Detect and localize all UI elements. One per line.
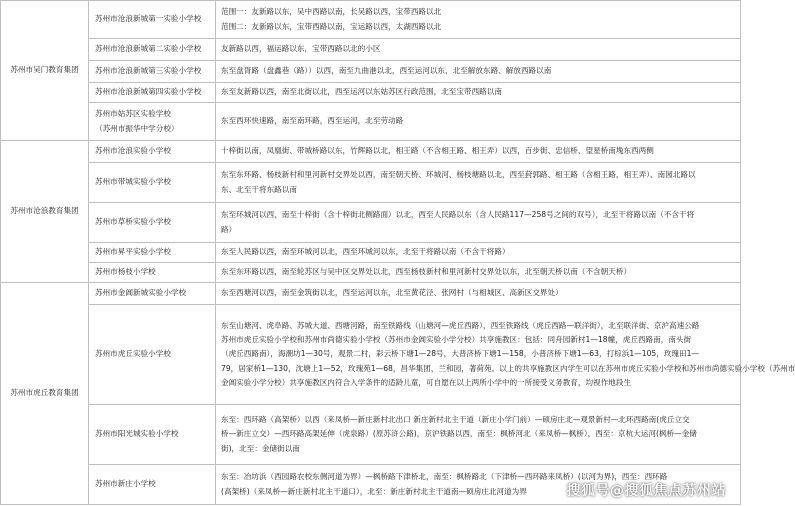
range-line: 东至环城河以西，南至十梓街（含十梓街北侧路面）以北，西至人民路以东（含人民路117—258号之间的双号），北至干将路以南（不含干将: [221, 210, 695, 220]
school-cell: 苏州市虎丘实验小学校: [89, 305, 216, 405]
table-row: [1, 103, 741, 141]
table-row: [1, 243, 741, 263]
school-cell: 苏州市沧浪新城第二实验小学校: [89, 39, 216, 61]
school-name-line: （苏州市振华中学分校）: [95, 123, 179, 133]
range-line: 东至：冶坊浜（西园路农校东侧河道为界）—枫桥路下津桥北，南至：枫桥路北（下津桥—西环路来凤桥）(以河为界)，西至：西环路: [221, 472, 668, 482]
table-row: [1, 283, 741, 305]
range-cell: [216, 305, 795, 405]
group-cell-huqiu: 苏州市虎丘教育集团: [1, 283, 89, 505]
range-line: 范围一：友新路以东，吴中西路以南，长吴路以西，宝带西路以北: [221, 7, 442, 17]
range-line: 苏州市虎丘实验小学校和苏州市尚德实验小学校（苏州市金阊实验小学分校）共享施教区：包括：同舟园新村1—18幢，虎丘西路南，南头街: [221, 335, 692, 345]
school-cell: 苏州市昇平实验小学校: [89, 243, 216, 263]
school-name-line: 苏州市姑苏区实验学校: [95, 109, 171, 119]
range-line: 东、北至干将东路以南: [221, 184, 297, 194]
school-cell: 苏州市沧浪新城第四实验小学校: [89, 83, 216, 103]
table-row: [1, 83, 741, 103]
range-line: 十梓街以南，凤凰街、带城桥路以东，竹辉路以北，相王路（不含相王路、相王弄）以西，百步街、忠信桥、望星桥南堍东西两侧: [221, 146, 654, 156]
range-cell: [216, 263, 741, 283]
table-row: [1, 1, 741, 39]
school-cell: 苏州市沧浪新城第三实验小学校: [89, 61, 216, 83]
school-cell: 苏州市新庄小学校: [89, 465, 216, 505]
table-row: [1, 305, 741, 405]
table-row: [1, 263, 741, 283]
range-cell: [216, 163, 741, 203]
range-cell: [216, 283, 741, 305]
range-line: 东至：西环路（高架桥）以西（来凤桥—新庄新村北出口 新庄新村北主干道（新庄小学门前）—硕房庄北—观景新村—北环西路南(虎丘立交: [221, 415, 690, 425]
table-row: [1, 39, 741, 61]
school-cell: 苏州市带城实验小学校: [89, 163, 216, 203]
range-line: (高架桥)（来凤桥—新庄新村北主干道口），北至：新庄新村北主干道南—硕房庄北河道为界: [221, 486, 527, 496]
range-cell: [216, 83, 741, 103]
range-line: 东至盘胥路（盘鑫巷（路））以西，南至九曲港以北，西至运河以东，北至解放东路、解放西路以南: [221, 66, 552, 76]
range-cell: [216, 103, 741, 141]
range-line: 79，居家桥1—130，沈塘上1—52，玫瑰苑1—68，昌华集团，兰和园，著荷苑。以上的共享施教区内学生可以在苏州市虎丘实验小学校和苏州市尚德实验小学校（苏州市: [221, 363, 795, 373]
table-row: [1, 405, 741, 465]
watermark-text: 搜狐号@搜狐焦点苏州站: [566, 483, 726, 499]
range-line: 东至人民路以西，南至环城河以北，西至环城河以东，北至干将路以南（不含干将路）: [221, 247, 510, 257]
range-line: （虎丘西路南），海潮坊1—30号，观景二村，彩云桥下塘1—28号，大普济桥下塘1—158，小普济桥下塘1—63，打棕浜1—105，玫瑰田1—: [221, 349, 700, 359]
range-cell: [216, 203, 741, 243]
range-line: 东至西塘河以西，南至金筑街以北，西至运河以东，北至黄花泾、张网村（与相城区、高新区交界处）: [221, 288, 563, 298]
range-line: 东至山塘河、虎阜路、苏城大道、西塘河路，南至铁路线（山塘河—虎丘西路），西至铁路线（虎丘西路—联洋街），北至联洋街、京沪高速公路: [221, 321, 700, 331]
range-cell: [216, 61, 741, 83]
range-line: 桥—新庄立交）—西环路高架延伸（虎泉路）(原苏浒公路)，京沪铁路以西，南至：枫桥河北（来凤桥—枫桥），西至：京杭大运河(枫桥—金储: [221, 429, 697, 439]
school-cell: 苏州市金阊新城实验小学校: [89, 283, 216, 305]
school-cell: 苏州市沧浪新城第一实验小学校: [89, 1, 216, 39]
range-line: 路）: [221, 224, 237, 234]
range-cell: [216, 39, 741, 61]
table-row: [1, 61, 741, 83]
range-cell: [216, 141, 741, 163]
range-line: 街)，北至：金储街以南: [221, 443, 300, 453]
range-line: 范围二：友新路以东，宝带西路以南，宝运路以西，太湖西路以北: [221, 21, 442, 31]
school-cell: 苏州市草桥实验小学校: [89, 203, 216, 243]
table-row: [1, 203, 741, 243]
group-cell-canglang: 苏州市沧浪教育集团: [1, 141, 89, 283]
range-line: 东至东环路、杨枝新村和里河新村交界处以西，南至朝天桥、环城河、杨枝塘路以北，西至葑郭路、相王路（含相王路，相王弄）、南园北路以: [221, 170, 696, 180]
school-cell: 苏州市杨枝小学校: [89, 263, 216, 283]
table-row: [1, 163, 741, 203]
school-cell: [89, 103, 216, 141]
school-cell: 苏州市阳光城实验小学校: [89, 405, 216, 465]
group-cell-wumen: 苏州市吴门教育集团: [1, 1, 89, 141]
range-line: 东至西环快速路，南至南环路，西至运河，北至劳动路: [221, 116, 404, 126]
range-line: 友新路以西，福运路以东，宝带西路以北的小区: [221, 44, 381, 54]
school-cell: 苏州市沧浪实验小学校: [89, 141, 216, 163]
table-row: [1, 141, 741, 163]
range-line: 东至东环路以西，南至轮苏区与吴中区交界处以北，西至杨枝新村和里河新村交界处以东，北至朝天桥以南（不含朝天桥）: [221, 267, 632, 277]
range-cell: [216, 1, 741, 39]
range-cell: [216, 405, 741, 465]
range-cell: [216, 243, 741, 263]
range-line: 东至友新路以西，南至北街以北，西至运河以东姑苏区行政范围，北至宝带西路以南: [221, 87, 502, 97]
range-line: 金阊实验小学分校）共享施教区内符合入学条件的适龄儿童，可自愿在以上两所小学中的一所接受义务教育，均视作地段生: [221, 377, 632, 387]
